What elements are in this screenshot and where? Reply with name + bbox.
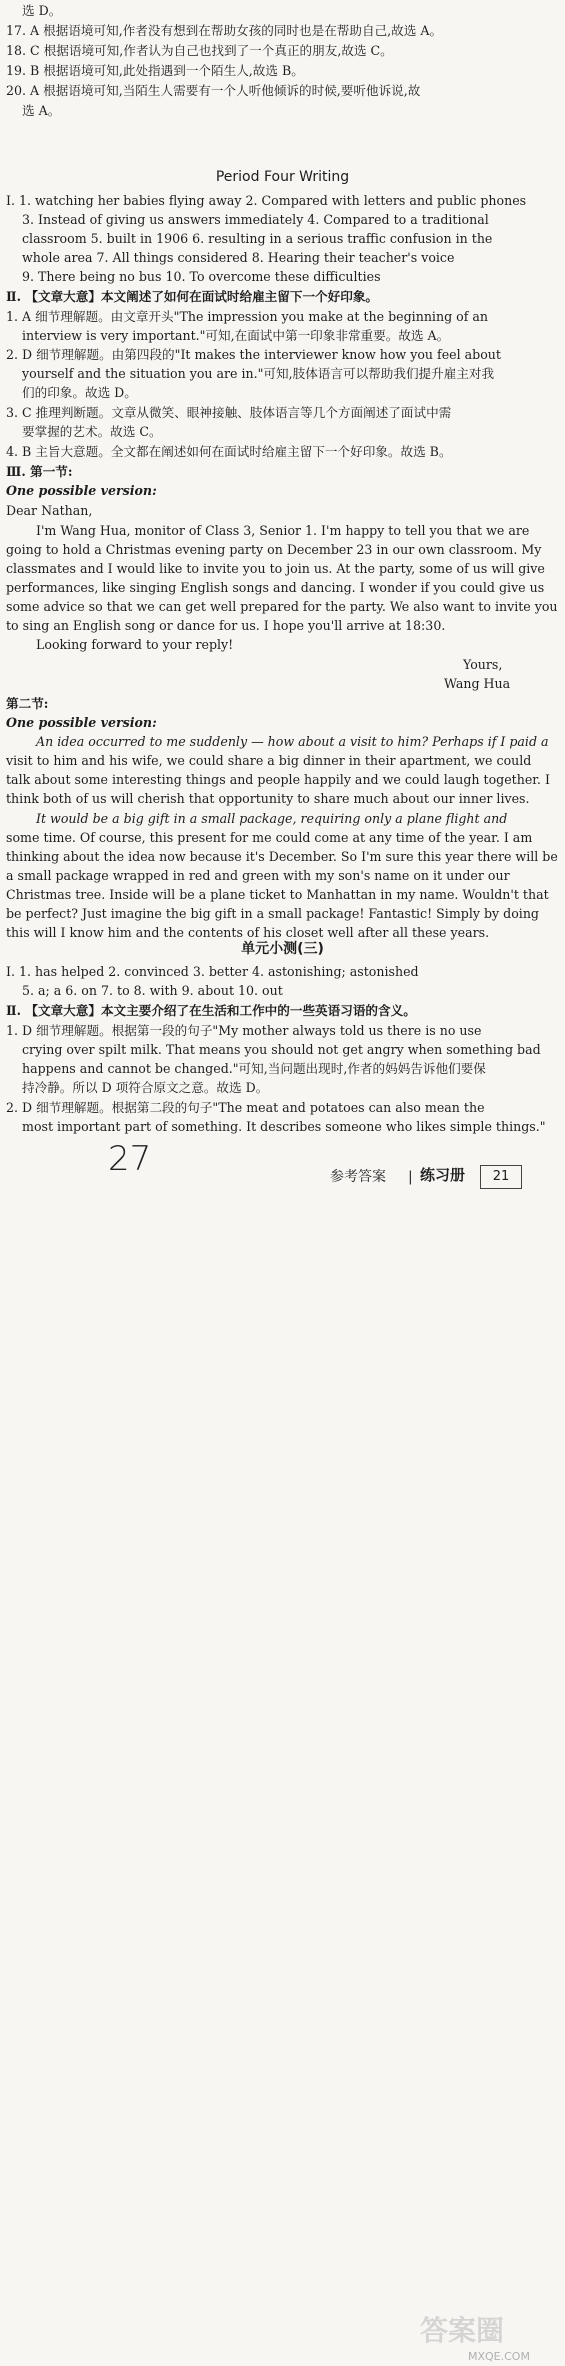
letter-line: going to hold a Christmas evening party on December 23 in our own classroom. My bbox=[6, 542, 542, 557]
part-three-b-heading: 第二节: bbox=[6, 696, 49, 711]
answer-line: 1. A 细节理解题。由文章开头"The impression you make at the beginning of an bbox=[6, 309, 489, 324]
answer-line: most important part of something. It describes someone who likes simple things." bbox=[22, 1119, 546, 1134]
letter-line: I'm Wang Hua, monitor of Class 3, Senior 1. I'm happy to tell you that we are bbox=[36, 523, 530, 538]
letter-line: some advice so that we can get well prepared for the party. We also want to invite you bbox=[6, 599, 558, 614]
answer-line: 20. A 根据语境可知,当陌生人需要有一个人听他倾诉的时候,要听他诉说,故 bbox=[6, 83, 421, 98]
period-title: Period Four Writing bbox=[215, 169, 350, 185]
answer-line: 18. C 根据语境可知,作者认为自己也找到了一个真正的朋友,故选 C。 bbox=[6, 43, 393, 58]
answer-line: 17. A 根据语境可知,作者没有想到在帮助女孩的同时也是在帮助自己,故选 A。 bbox=[6, 23, 443, 38]
answer-line: 持冷静。所以 D 项符合原文之意。故选 D。 bbox=[22, 1080, 269, 1095]
answer-line: classroom 5. built in 1906 6. resulting in a serious traffic confusion in the bbox=[22, 231, 493, 246]
part-three-heading: Ⅲ. 第一节: bbox=[6, 464, 73, 479]
story-line: It would be a big gift in a small package, requiring only a plane flight and bbox=[36, 811, 508, 826]
answer-line: 9. There being no bus 10. To overcome these difficulties bbox=[22, 269, 381, 284]
workbook-label: 练习册 bbox=[420, 1166, 466, 1184]
version-label-1: One possible version: bbox=[6, 483, 157, 498]
watermark-logo: 答案圈 bbox=[420, 2314, 505, 2347]
letter-line: performances, like singing English songs and dancing. I wonder if you could give us bbox=[6, 580, 545, 595]
answer-line: whole area 7. All things considered 8. Hearing their teacher's voice bbox=[22, 250, 455, 265]
answer-line: yourself and the situation you are in."可知,肢体语言可以帮助我们提升雇主对我 bbox=[22, 366, 495, 381]
letter-line: Wang Hua bbox=[444, 676, 511, 691]
answer-line: 选 D。 bbox=[22, 3, 62, 18]
version-label-2: One possible version: bbox=[6, 715, 157, 730]
answer-line: crying over spilt milk. That means you should not get angry when something bad bbox=[22, 1042, 541, 1057]
answer-line: 5. a; a 6. on 7. to 8. with 9. about 10. out bbox=[22, 983, 283, 998]
answer-line: 们的印象。故选 D。 bbox=[22, 385, 137, 400]
answer-line: Ⅰ. 1. watching her babies flying away 2. Compared with letters and public phones bbox=[6, 193, 527, 208]
story-line: visit to him and his wife, we could share a big dinner in their apartment, we could bbox=[6, 753, 532, 768]
footer-separator: | bbox=[408, 1169, 413, 1185]
story-line: Christmas tree. Inside will be a plane ticket to Manhattan in my name. Wouldn't that bbox=[6, 887, 549, 902]
story-line: be perfect? Just imagine the big gift in a small package! Fantastic! Simply by doing bbox=[6, 906, 539, 921]
story-line: this will I know him and the contents of his closet well after all these years. bbox=[6, 925, 490, 940]
answer-line: Ⅰ. 1. has helped 2. convinced 3. better 4. astonishing; astonished bbox=[6, 964, 419, 979]
letter-line: classmates and I would like to invite you to join us. At the party, some of us will give bbox=[6, 561, 545, 576]
answer-line: 2. D 细节理解题。由第四段的"It makes the interviewer know how you feel about bbox=[6, 347, 501, 362]
watermark-url: MXQE.COM bbox=[468, 2350, 530, 2363]
answer-line: 选 A。 bbox=[22, 103, 61, 118]
answer-line: 要掌握的艺术。故选 C。 bbox=[22, 424, 162, 439]
answer-line: 1. D 细节理解题。根据第一段的句子"My mother always told us there is no use bbox=[6, 1023, 482, 1038]
answer-line: 3. Instead of giving us answers immediately 4. Compared to a traditional bbox=[22, 212, 489, 227]
story-line: thinking about the idea now because it's December. So I'm sure this year there will be bbox=[6, 849, 558, 864]
answer-line: Ⅱ. 【文章大意】本文主要介绍了在生活和工作中的一些英语习语的含义。 bbox=[6, 1003, 416, 1018]
unit-quiz-title: 单元小测(三) bbox=[241, 941, 324, 957]
answer-line: happens and cannot be changed."可知,当问题出现时,作者的妈妈告诉他们要保 bbox=[22, 1061, 486, 1076]
letter-line: to sing an English song or dance for us. I hope you'll arrive at 18:30. bbox=[6, 618, 446, 633]
story-line: think both of us will cherish that opportunity to share much about our inner lives. bbox=[6, 791, 530, 806]
answer-line: 19. B 根据语境可知,此处指遇到一个陌生人,故选 B。 bbox=[6, 63, 304, 78]
answer-line: 2. D 细节理解题。根据第二段的句子"The meat and potatoes can also mean the bbox=[6, 1100, 485, 1115]
story-line: An idea occurred to me suddenly — how about a visit to him? Perhaps if I paid a bbox=[36, 734, 549, 749]
letter-line: Looking forward to your reply! bbox=[36, 637, 234, 652]
letter-line: Dear Nathan, bbox=[6, 503, 93, 518]
handwritten-number: 27 bbox=[108, 1139, 152, 1179]
page-number: 21 bbox=[480, 1165, 522, 1189]
story-line: a small package wrapped in red and green with my son's name on it under our bbox=[6, 868, 510, 883]
letter-line: Yours, bbox=[463, 657, 503, 672]
answer-line: Ⅱ. 【文章大意】本文阐述了如何在面试时给雇主留下一个好印象。 bbox=[6, 289, 379, 304]
story-line: talk about some interesting things and people happily and we could laugh together. I bbox=[6, 772, 550, 787]
answer-line: 3. C 推理判断题。文章从微笑、眼神接触、肢体语言等几个方面阐述了面试中需 bbox=[6, 405, 452, 420]
answer-line: 4. B 主旨大意题。全文都在阐述如何在面试时给雇主留下一个好印象。故选 B。 bbox=[6, 444, 452, 459]
answer-line: interview is very important."可知,在面试中第一印象非常重要。故选 A。 bbox=[22, 328, 450, 343]
story-line: some time. Of course, this present for me could come at any time of the year. I am bbox=[6, 830, 533, 845]
reference-answer-label: 参考答案 bbox=[330, 1169, 386, 1185]
